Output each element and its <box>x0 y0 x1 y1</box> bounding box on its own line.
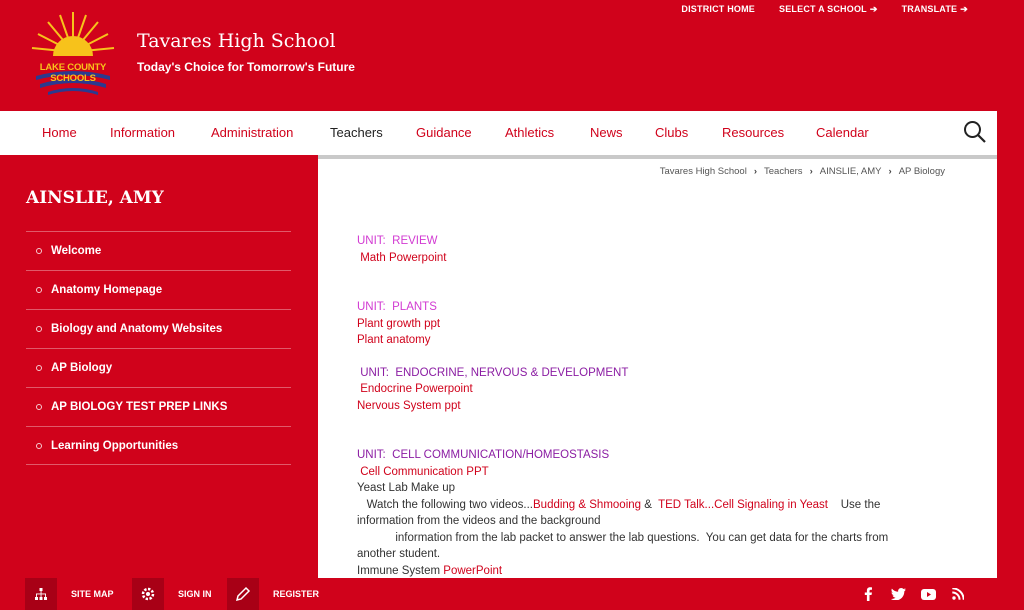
budding-shmooing-link[interactable]: Budding & Shmooing <box>533 498 642 511</box>
chevron-right-icon: › <box>809 166 813 177</box>
unit-cell-heading: UNIT: CELL COMMUNICATION/HOMEOSTASIS <box>357 449 610 461</box>
breadcrumb-teacher[interactable]: AINSLIE, AMY <box>819 166 882 177</box>
immune-text: Immune System <box>357 564 444 577</box>
sign-in-label: SIGN IN <box>178 589 212 599</box>
twitter-icon[interactable] <box>890 586 906 602</box>
sidebar-item-label: AP BIOLOGY TEST PREP LINKS <box>51 401 228 413</box>
sidebar-item-welcome[interactable] <box>26 231 291 270</box>
district-home-link[interactable] <box>681 4 755 15</box>
sign-in-button[interactable] <box>132 578 212 610</box>
youtube-icon[interactable] <box>920 586 936 602</box>
sidebar-title: AINSLIE, AMY <box>26 188 164 208</box>
nav-clubs[interactable]: Clubs <box>655 125 689 140</box>
nervous-system-link[interactable]: Nervous System ppt <box>357 399 461 412</box>
gear-icon <box>132 578 164 610</box>
breadcrumb-current: AP Biology <box>898 166 945 177</box>
rss-icon[interactable] <box>950 586 966 602</box>
sidebar-item-websites[interactable] <box>26 309 291 348</box>
sidebar-item-label: Learning Opportunities <box>51 439 179 452</box>
breadcrumb <box>660 166 945 177</box>
arrow-right-icon: ➔ <box>869 4 878 14</box>
videos-paragraph <box>357 497 927 530</box>
plant-growth-link[interactable]: Plant growth ppt <box>357 317 441 330</box>
register-label: REGISTER <box>273 589 320 599</box>
nav-teachers[interactable]: Teachers <box>330 125 383 140</box>
search-icon[interactable] <box>963 120 987 144</box>
select-school-label: SELECT A SCHOOL <box>779 4 867 14</box>
sidebar-item-label: AP Biology <box>51 362 113 374</box>
nav-news[interactable]: News <box>590 125 623 140</box>
chevron-right-icon: › <box>888 166 892 177</box>
endocrine-powerpoint-link[interactable]: Endocrine Powerpoint <box>357 383 473 395</box>
immune-powerpoint-link[interactable]: PowerPoint <box>443 564 503 577</box>
lab-info-text: information from the lab packet to answer the lab questions. You can get data for the charts from another student. <box>357 531 892 560</box>
nav-home[interactable]: Home <box>42 125 77 140</box>
watch-text: Watch the following two videos... <box>357 498 533 511</box>
bullet-icon <box>36 365 42 371</box>
unit-review-heading: UNIT: REVIEW <box>357 235 438 247</box>
unit-endocrine-heading: UNIT: ENDOCRINE, NERVOUS & DEVELOPMENT <box>357 366 629 379</box>
sidebar-item-ap-biology[interactable] <box>26 348 291 387</box>
page-body <box>357 233 927 578</box>
utility-links <box>681 4 968 15</box>
translate-link[interactable] <box>902 4 968 15</box>
district-logo[interactable] <box>26 10 120 96</box>
arrow-right-icon: ➔ <box>960 4 968 14</box>
sidebar-menu <box>26 231 291 465</box>
breadcrumb-school[interactable]: Tavares High School <box>659 166 747 177</box>
nav-information[interactable]: Information <box>110 125 176 140</box>
select-school-link[interactable] <box>779 4 878 15</box>
tagline: Today's Choice for Tomorrow's Future <box>137 60 355 74</box>
unit-plants-heading: UNIT: PLANTS <box>357 301 437 313</box>
register-button[interactable] <box>227 578 319 610</box>
immune-system-line <box>357 563 927 579</box>
amp-text: & <box>641 498 656 511</box>
sitemap-icon <box>25 578 57 610</box>
main-nav <box>0 111 997 155</box>
chevron-right-icon: › <box>753 166 757 177</box>
bullet-icon <box>36 287 42 293</box>
facebook-icon[interactable] <box>860 586 876 602</box>
nav-guidance[interactable]: Guidance <box>416 125 472 140</box>
nav-resources[interactable]: Resources <box>722 125 785 140</box>
sidebar-item-label: Anatomy Homepage <box>51 284 163 296</box>
pencil-icon <box>227 578 259 610</box>
main-content <box>318 159 997 578</box>
social-links <box>860 586 966 602</box>
plant-anatomy-link[interactable]: Plant anatomy <box>357 334 431 346</box>
cell-communication-link[interactable]: Cell Communication PPT <box>357 465 489 478</box>
ted-talk-link[interactable]: TED Talk...Cell Signaling in Yeast <box>655 498 828 511</box>
nav-list <box>42 125 886 140</box>
breadcrumb-teachers[interactable]: Teachers <box>764 166 803 177</box>
sidebar-item-learning-opportunities[interactable] <box>26 426 291 465</box>
math-powerpoint-link[interactable]: Math Powerpoint <box>357 251 447 264</box>
sidebar-item-label: Welcome <box>51 245 102 257</box>
bullet-icon <box>36 404 42 410</box>
school-name[interactable]: Tavares High School <box>137 30 336 52</box>
site-map-button[interactable] <box>25 578 114 610</box>
nav-athletics[interactable]: Athletics <box>505 125 555 140</box>
district-home-label: DISTRICT HOME <box>681 4 756 14</box>
site-map-label: SITE MAP <box>71 589 114 599</box>
nav-calendar[interactable]: Calendar <box>816 125 869 140</box>
bullet-icon <box>36 326 42 332</box>
translate-label: TRANSLATE <box>901 4 958 14</box>
sidebar-item-anatomy-homepage[interactable] <box>26 270 291 309</box>
yeast-lab-text: Yeast Lab Make up <box>357 482 456 494</box>
sidebar-item-label: Biology and Anatomy Websites <box>51 323 223 335</box>
sidebar-item-test-prep[interactable] <box>26 387 291 426</box>
nav-administration[interactable]: Administration <box>211 125 294 140</box>
bullet-icon <box>36 248 42 254</box>
bullet-icon <box>36 443 42 449</box>
logo-text: LAKE COUNTY SCHOOLS <box>39 62 107 84</box>
use-info-text: Use the information from the videos and the background <box>357 498 884 527</box>
footer <box>0 578 1024 610</box>
